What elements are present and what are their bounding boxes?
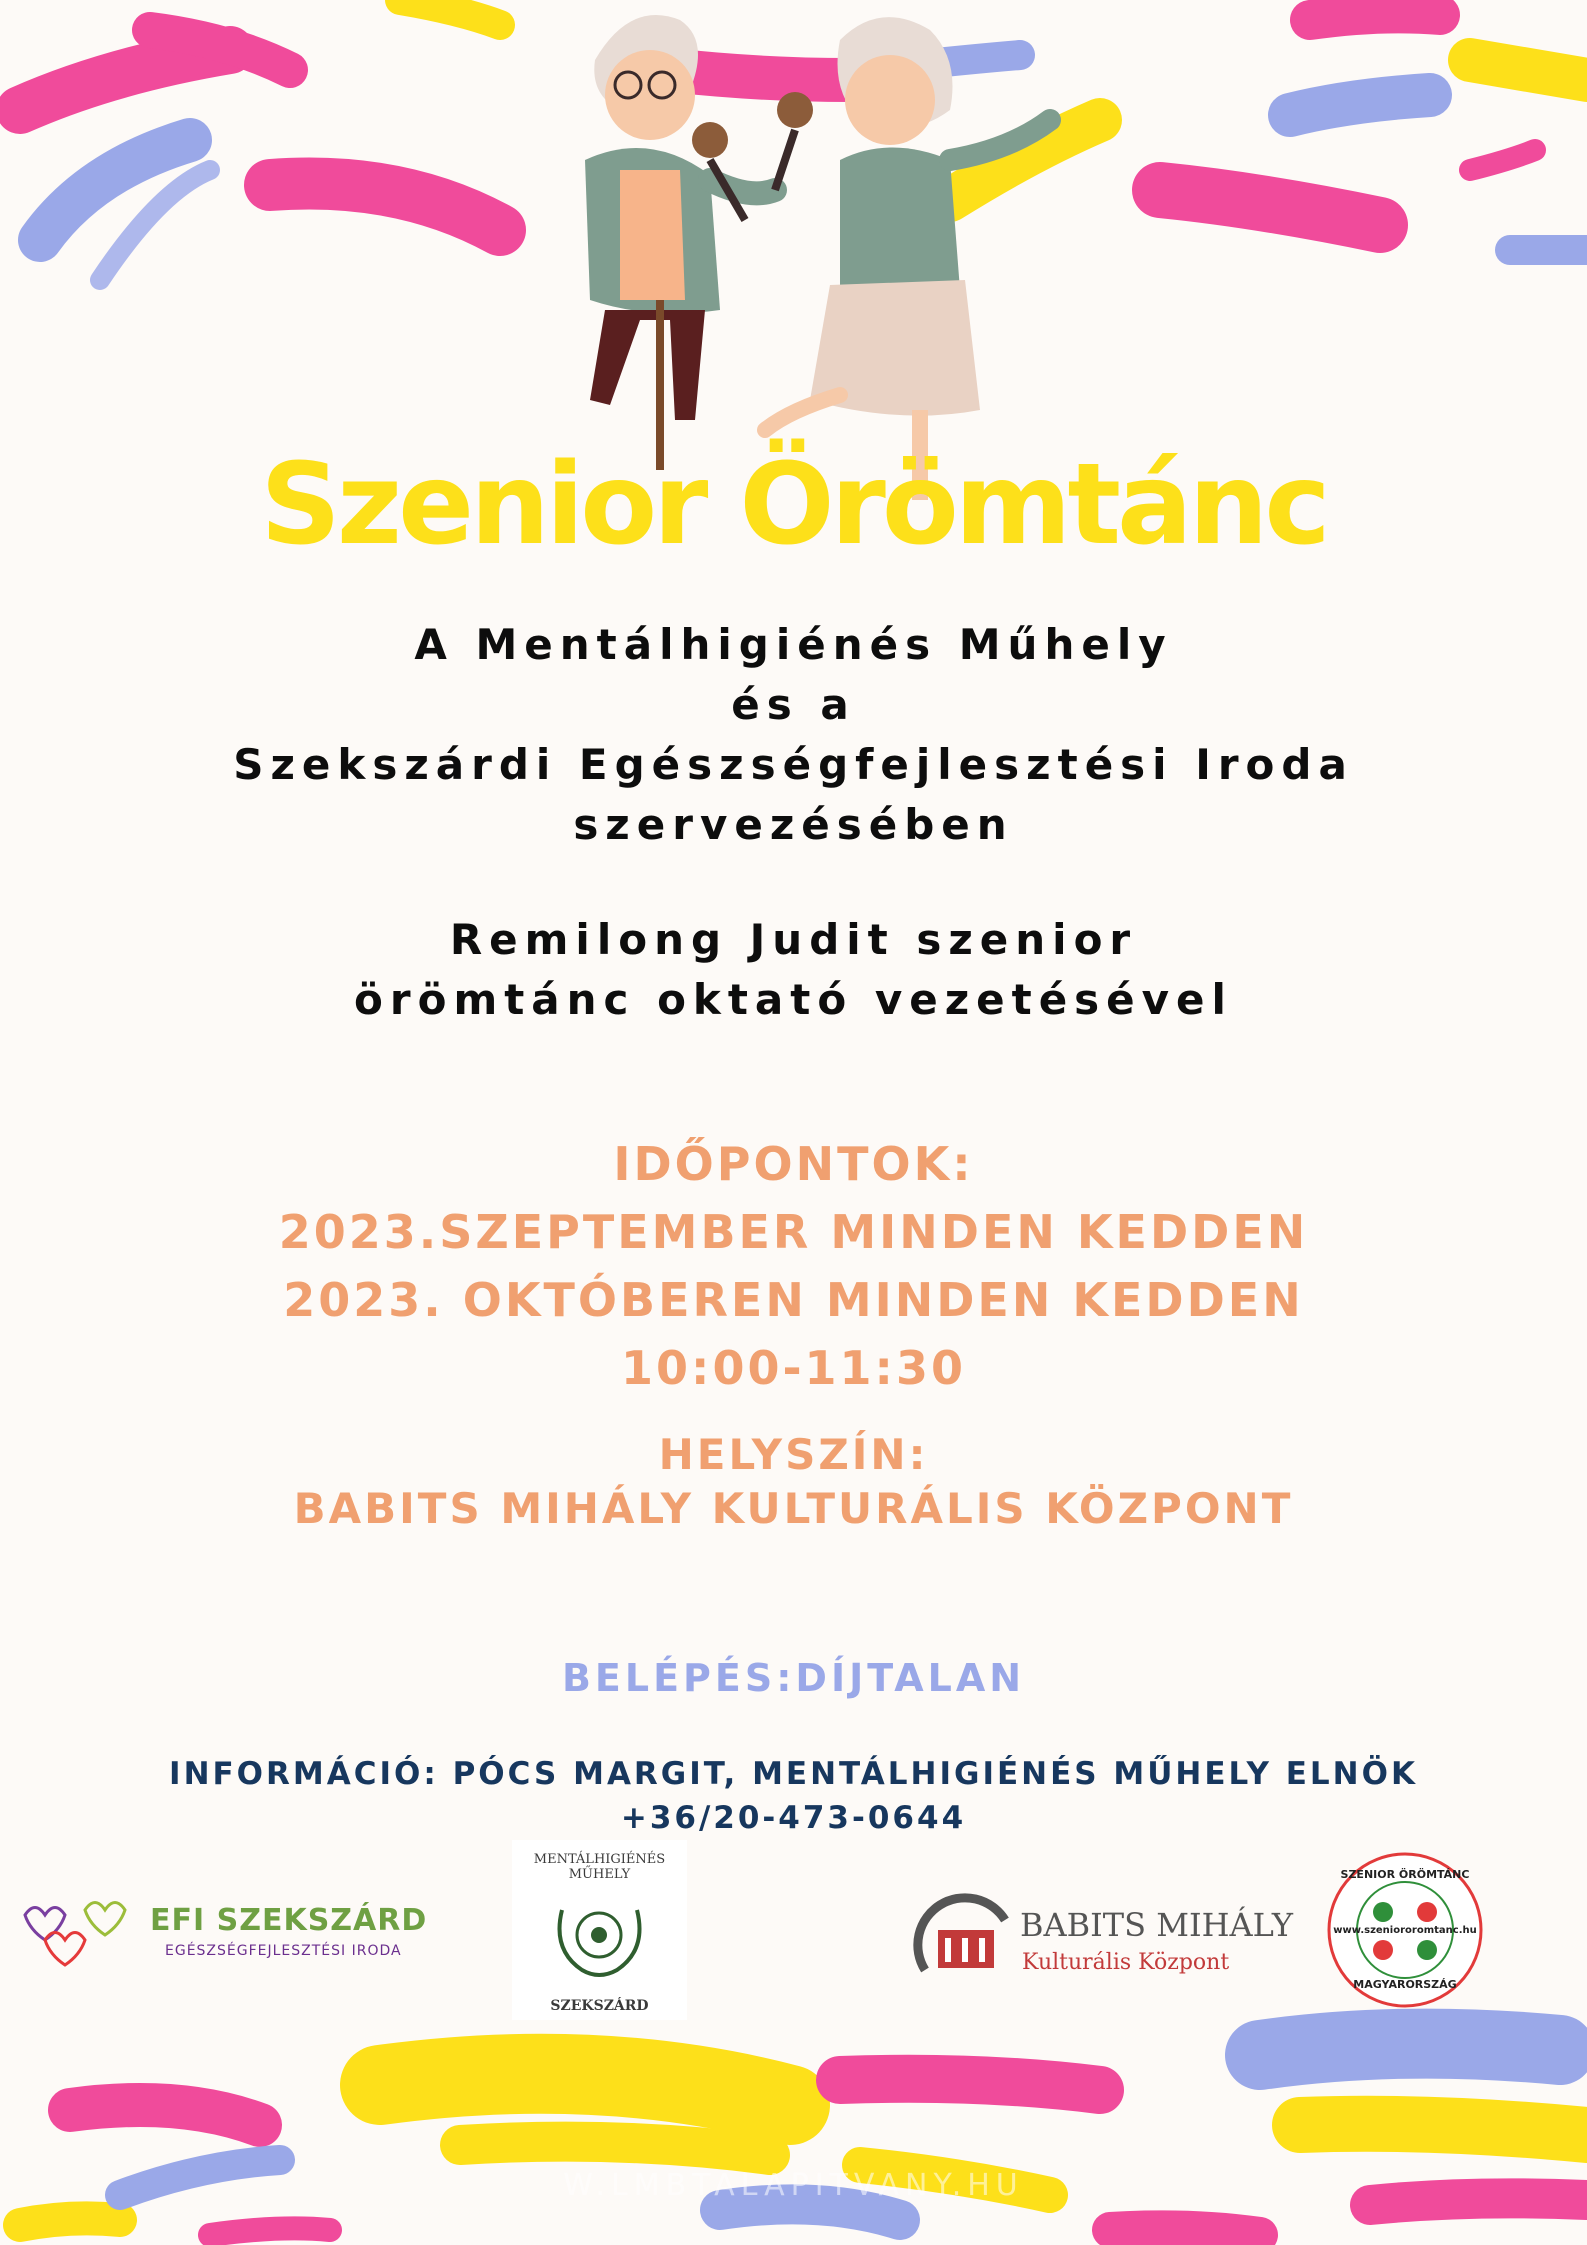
organizer-line: A Mentálhigiénés Műhely (414, 620, 1173, 669)
page-title: Szenior Örömtánc (260, 440, 1327, 570)
dates-heading: IDŐPONTOK: (613, 1137, 974, 1191)
venue-heading: HELYSZÍN: (658, 1430, 929, 1479)
venue-name: BABITS MIHÁLY KULTURÁLIS KÖZPONT (293, 1484, 1294, 1533)
building-icon (910, 1880, 1020, 1990)
entry-text: BELÉPÉS:DÍJTALAN (561, 1656, 1026, 1700)
efi-szekszard-logo (5, 1895, 428, 1975)
muhely-ring-text: MENTÁLHIGIÉNÉS MŰHELY (533, 1852, 666, 1882)
brush-strokes-bottom (0, 1995, 1587, 2245)
dates-block (0, 1130, 1587, 1402)
instructor-line: örömtánc oktató vezetésével (354, 975, 1233, 1024)
info-text: INFORMÁCIÓ: PÓCS MARGIT, MENTÁLHIGIÉNÉS MŰHELY ELNÖK (169, 1756, 1418, 1792)
date-line: 2023. OKTÓBEREN MINDEN KEDDEN (283, 1273, 1304, 1327)
organizers-block (0, 615, 1587, 855)
instructor-line: Remilong Judit szenior (449, 915, 1138, 964)
organizer-line: szervezésében (573, 800, 1014, 849)
venue-block (0, 1428, 1587, 1536)
babits-name: BABITS MIHÁLY (1020, 1906, 1293, 1944)
phone-number: +36/20-473-0644 (620, 1800, 967, 1836)
muhely-city: SZEKSZÁRD (550, 1998, 649, 2014)
organizer-line: és a (731, 680, 856, 729)
szenior-url: www.szeniororomtanc.hu (1333, 1925, 1477, 1936)
efi-name: EFI SZEKSZÁRD (150, 1903, 428, 1938)
hearts-icon (5, 1895, 145, 1975)
szenior-bottom: MAGYARORSZÁG (1353, 1978, 1457, 1991)
babits-mihaly-logo (910, 1880, 1293, 2000)
mentalhigienes-muhely-logo (512, 1840, 687, 2020)
szenior-top: SZENIOR ÖRÖMTÁNC (1340, 1868, 1470, 1881)
organizer-line: Szekszárdi Egészségfejlesztési Iroda (233, 740, 1354, 789)
date-line: 2023.SZEPTEMBER MINDEN KEDDEN (278, 1205, 1309, 1259)
info-block (0, 1752, 1587, 1840)
szenior-oromtanc-logo (1325, 1850, 1485, 2010)
efi-sub: EGÉSZSÉGFEJLESZTÉSI IRODA (165, 1943, 402, 1959)
instructor-block (0, 910, 1587, 1030)
time-line: 10:00-11:30 (621, 1341, 966, 1395)
babits-sub: Kulturális Központ (1022, 1950, 1230, 1975)
watermark: W.LMBTALAPITVANY.HU (563, 2168, 1024, 2203)
